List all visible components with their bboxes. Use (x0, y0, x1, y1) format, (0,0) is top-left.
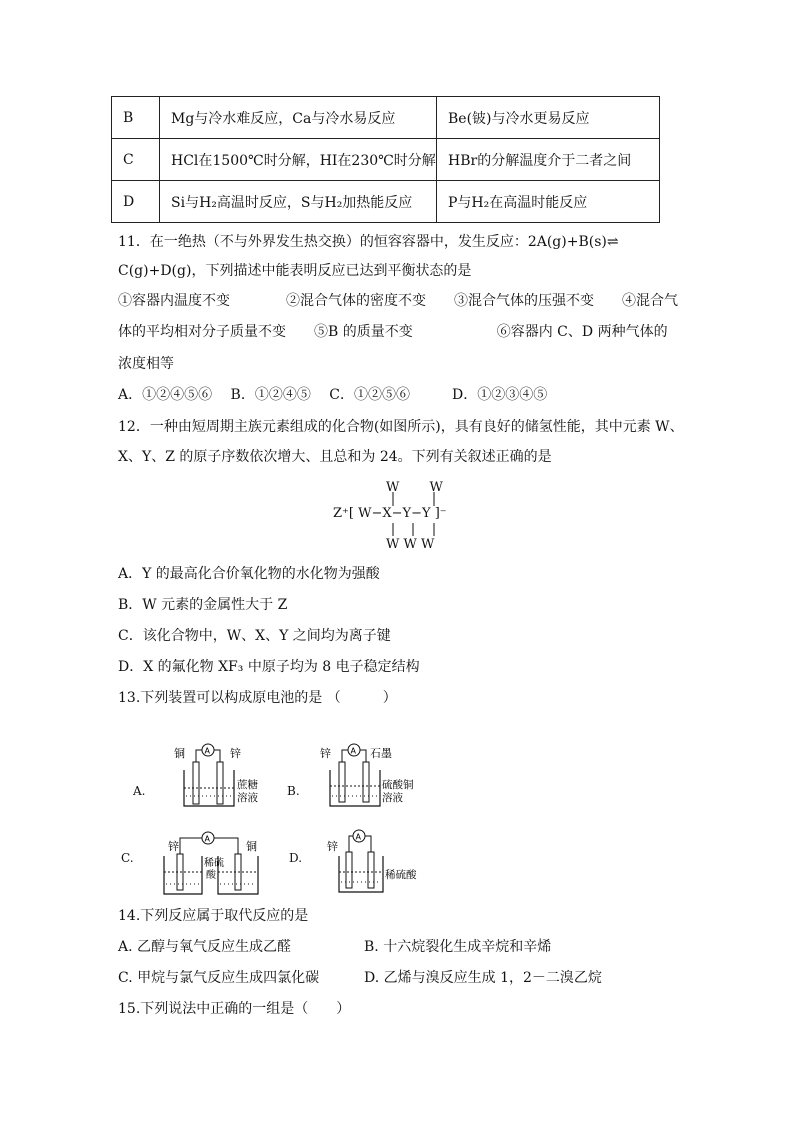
electrode-plate (368, 852, 374, 888)
q11-line3: ①容器内温度不变 ②混合气体的密度不变 ③混合气体的压强不变 ④混合气 (118, 293, 678, 309)
q12-option-c: C．该化合物中，W、X、Y 之间均为离子键 (118, 628, 391, 644)
structure-top-atoms: W W (386, 480, 443, 495)
beaker-shape (218, 856, 258, 894)
inference-cell: P与H₂在高温时能反应 (437, 181, 660, 223)
table-row (112, 139, 660, 181)
svg-text:稀硫酸: 稀硫酸 (385, 869, 417, 881)
q11-line4: 体的平均相对分子质量不变 ⑤B 的质量不变 ⑥容器内 C、D 两种气体的 (118, 324, 668, 340)
q11-line2: C(g)+D(g)，下列描述中能表明反应已达到平衡状态的是 (118, 263, 472, 279)
q13-stem: 13.下列装置可以构成原电池的是 （ ） (118, 690, 397, 706)
svg-text:A: A (204, 834, 210, 844)
option-a-label: A. (133, 784, 146, 798)
inference-cell: Be(铍)与冷水更易反应 (437, 97, 660, 139)
fact-cell: HCl在1500℃时分解，HI在230℃时分解 (160, 139, 437, 181)
electrode-plate (346, 852, 352, 888)
svg-text:蔗糖: 蔗糖 (237, 779, 258, 791)
table-row (112, 181, 660, 223)
electrode-plate (217, 762, 223, 804)
option-d-label: D. (289, 851, 303, 865)
electrode-label: 石墨 (370, 747, 392, 760)
q11-line1: 11．在一绝热（不与外界发生热交换）的恒容容器中，发生反应：2A(g)+B(s)⇌ (118, 234, 619, 250)
electrode-label: 锌 (168, 840, 179, 853)
inference-cell: HBr的分解温度介于二者之间 (437, 139, 660, 181)
structure-bottom-atoms: W W W (386, 537, 435, 552)
q12-option-d: D．X 的氟化物 XF₃ 中原子均为 8 电子稳定结构 (118, 659, 420, 675)
option-b-label: B. (287, 784, 300, 798)
q14-option-d: D. 乙烯与溴反应生成 1，2－二溴乙烷 (364, 970, 602, 986)
electrode-label: 锌 (320, 747, 331, 760)
q12-option-b: B．W 元素的金属性大于 Z (118, 597, 288, 613)
q15-stem: 15.下列说法中正确的一组是（ ） (118, 1001, 351, 1017)
q14-option-a: A. 乙醇与氧气反应生成乙醛 (118, 939, 292, 955)
cell-diagram-c (160, 828, 272, 898)
q14-option-b: B. 十六烷裂化生成辛烷和辛烯 (364, 939, 552, 955)
electrode-label: 铜 (246, 840, 257, 853)
svg-text:硫酸铜: 硫酸铜 (382, 779, 414, 791)
cell-diagram-a (168, 740, 268, 810)
electrode-plate (193, 762, 199, 804)
row-label: D (112, 181, 160, 223)
q12-line2: X、Y、Z 的原子序数依次增大、且总和为 24。下列有关叙述正确的是 (118, 449, 552, 465)
q11-line5: 浓度相等 (118, 356, 174, 372)
table-row (112, 97, 660, 139)
electrode-label: 锌 (327, 840, 338, 853)
fact-cell: Mg与冷水难反应，Ca与冷水易反应 (160, 97, 437, 139)
svg-text:溶液: 溶液 (382, 792, 403, 804)
q14-option-c: C. 甲烷与氯气反应生成四氯化碳 (118, 970, 320, 986)
structure-bonds (380, 488, 450, 540)
electrode-label: 铜 (174, 747, 185, 760)
q11-options: A．①②④⑤⑥ B．①②④⑤ C．①②⑤⑥ D．①②③④⑤ (118, 387, 548, 403)
beaker-shape (330, 770, 380, 806)
q12-line1: 12．一种由短周期主族元素组成的化合物(如图所示)，具有良好的储氢性能，其中元素 W、 (118, 419, 684, 435)
fact-cell: Si与H₂高温时反应，S与H₂加热能反应 (160, 181, 437, 223)
svg-text:A: A (350, 746, 356, 756)
row-label: C (112, 139, 160, 181)
cell-diagram-d (325, 826, 435, 896)
row-label: B (112, 97, 160, 139)
cell-diagram-b (318, 740, 428, 810)
comparison-table (111, 96, 660, 223)
svg-text:溶液: 溶液 (237, 792, 258, 804)
svg-text:酸: 酸 (206, 870, 216, 881)
q12-option-a: A．Y 的最高化合价氧化物的水化物为强酸 (118, 566, 380, 582)
structure-main-chain: Z⁺[ W−X−Y−Y ]⁻ (333, 506, 447, 521)
svg-text:稀硫: 稀硫 (204, 858, 224, 869)
svg-text:A: A (204, 746, 210, 756)
q14-stem: 14.下列反应属于取代反应的是 (118, 908, 309, 924)
svg-text:A: A (355, 832, 361, 842)
option-c-label: C. (121, 851, 134, 865)
electrode-label: 锌 (230, 747, 241, 760)
